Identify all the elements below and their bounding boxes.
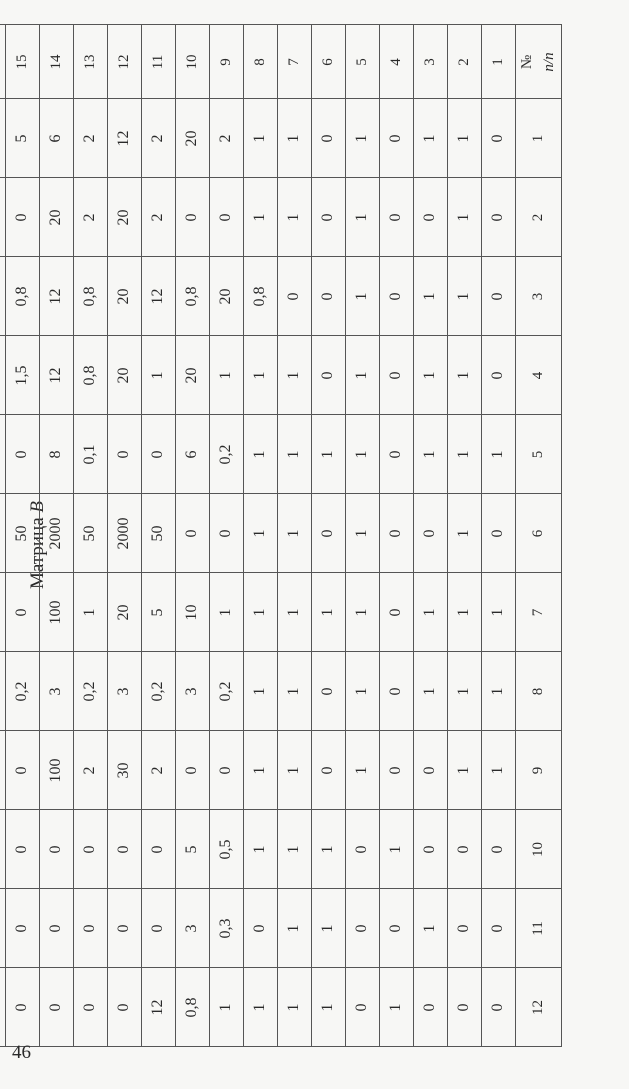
matrix-cell: 0 xyxy=(312,731,346,810)
matrix-cell: 1 xyxy=(414,889,448,968)
matrix-cell: 1 xyxy=(278,968,312,1047)
matrix-cell: 10 xyxy=(176,573,210,652)
matrix-cell: 0,2 xyxy=(6,652,40,731)
matrix-cell: 0 xyxy=(6,810,40,889)
column-header-cell: 15 xyxy=(6,25,40,99)
matrix-cell: 0 xyxy=(142,415,176,494)
matrix-cell: 2 xyxy=(210,99,244,178)
matrix-cell: 1 xyxy=(448,178,482,257)
matrix-cell: 1 xyxy=(414,99,448,178)
matrix-cell: 1 xyxy=(312,810,346,889)
column-header-cell: 11 xyxy=(142,25,176,99)
matrix-cell: 3 xyxy=(40,652,74,731)
matrix-cell: 0 xyxy=(448,889,482,968)
number-header-subtitle: п/п xyxy=(541,51,558,72)
matrix-cell: 12 xyxy=(142,257,176,336)
matrix-cell xyxy=(0,573,6,652)
row-number-cell: 5 xyxy=(516,415,562,494)
matrix-cell: 0 xyxy=(40,968,74,1047)
matrix-cell: 2 xyxy=(74,731,108,810)
column-header-cell: 6 xyxy=(312,25,346,99)
matrix-cell: 0 xyxy=(210,178,244,257)
matrix-cell: 0 xyxy=(108,415,142,494)
matrix-cell: 0 xyxy=(6,415,40,494)
matrix-cell: 1 xyxy=(278,415,312,494)
matrix-column-10 xyxy=(176,25,210,1047)
matrix-cell: 1 xyxy=(482,415,516,494)
matrix-cell: 0 xyxy=(6,731,40,810)
row-number-cell: 4 xyxy=(516,336,562,415)
column-header-cell: 1 xyxy=(482,25,516,99)
matrix-cell: 1 xyxy=(380,810,414,889)
matrix-cell xyxy=(0,494,6,573)
matrix-cell: 2 xyxy=(142,99,176,178)
matrix-cell xyxy=(0,810,6,889)
matrix-cell: 0 xyxy=(414,968,448,1047)
matrix-cell: 0 xyxy=(312,336,346,415)
matrix-cell: 0 xyxy=(482,178,516,257)
matrix-cell: 1 xyxy=(278,573,312,652)
matrix-column-13 xyxy=(74,25,108,1047)
matrix-cell: 0 xyxy=(380,415,414,494)
matrix-cell: 0 xyxy=(448,968,482,1047)
matrix-cell: 1 xyxy=(414,415,448,494)
matrix-cell: 1 xyxy=(312,889,346,968)
matrix-cell: 0 xyxy=(312,494,346,573)
row-number-cell: 6 xyxy=(516,494,562,573)
matrix-cell: 0 xyxy=(312,257,346,336)
caption-letter: B xyxy=(27,501,48,513)
matrix-cell xyxy=(0,99,6,178)
matrix-cell: 1 xyxy=(346,652,380,731)
matrix-column-1 xyxy=(482,25,516,1047)
matrix-cell: 1,5 xyxy=(6,336,40,415)
matrix-cell: 1 xyxy=(414,652,448,731)
matrix-cell: 0,2 xyxy=(74,652,108,731)
matrix-cell: 2000 xyxy=(108,494,142,573)
matrix-cell: 1 xyxy=(244,810,278,889)
matrix-cell: 1 xyxy=(244,415,278,494)
matrix-cell: 5 xyxy=(176,810,210,889)
matrix-cell: 20 xyxy=(108,336,142,415)
matrix-cell xyxy=(0,178,6,257)
matrix-cell: 1 xyxy=(414,257,448,336)
column-header-cell: 10 xyxy=(176,25,210,99)
matrix-cell: 0 xyxy=(176,731,210,810)
matrix-cell: 0,8 xyxy=(74,336,108,415)
matrix-cell: 2 xyxy=(142,178,176,257)
matrix-cell: 1 xyxy=(380,968,414,1047)
matrix-cell: 1 xyxy=(482,731,516,810)
matrix-cell: 1 xyxy=(448,652,482,731)
matrix-column-6 xyxy=(312,25,346,1047)
matrix-cell: 0 xyxy=(74,889,108,968)
matrix-cell: 1 xyxy=(312,415,346,494)
matrix-column-7 xyxy=(278,25,312,1047)
matrix-cell: 1 xyxy=(210,573,244,652)
matrix-cell: 1 xyxy=(346,178,380,257)
matrix-column-8 xyxy=(244,25,278,1047)
matrix-cell: 0,2 xyxy=(210,415,244,494)
row-number-cell: 11 xyxy=(516,889,562,968)
matrix-cell: 0 xyxy=(6,968,40,1047)
matrix-cell: 1 xyxy=(482,652,516,731)
matrix-cell: 30 xyxy=(108,731,142,810)
matrix-cell: 5 xyxy=(142,573,176,652)
matrix-cell: 1 xyxy=(278,99,312,178)
matrix-cell: 1 xyxy=(346,336,380,415)
matrix-cell: 8 xyxy=(40,415,74,494)
matrix-cell: 0 xyxy=(380,573,414,652)
matrix-cell: 1 xyxy=(244,731,278,810)
matrix-cell: 0 xyxy=(482,99,516,178)
matrix-cell: 0 xyxy=(244,889,278,968)
matrix-cell: 0 xyxy=(312,178,346,257)
matrix-cell: 0 xyxy=(482,336,516,415)
matrix-cell: 0,2 xyxy=(210,652,244,731)
matrix-cell: 3 xyxy=(176,889,210,968)
row-number-cell: 2 xyxy=(516,178,562,257)
matrix-cell: 0 xyxy=(380,652,414,731)
matrix-column-11 xyxy=(142,25,176,1047)
matrix-cell: 20 xyxy=(176,336,210,415)
matrix-cell: 20 xyxy=(176,99,210,178)
matrix-cell: 0 xyxy=(414,178,448,257)
matrix-cell: 0 xyxy=(380,99,414,178)
column-header-cell xyxy=(0,25,6,99)
matrix-cell: 1 xyxy=(142,336,176,415)
matrix-cell: 0 xyxy=(176,494,210,573)
matrix-cell: 20 xyxy=(108,178,142,257)
matrix-cell: 12 xyxy=(142,968,176,1047)
column-header-cell: 4 xyxy=(380,25,414,99)
row-number-cell: 3 xyxy=(516,257,562,336)
matrix-cell: 1 xyxy=(244,494,278,573)
matrix-cell: 0 xyxy=(74,968,108,1047)
matrix-cell xyxy=(0,652,6,731)
column-header-cell: 14 xyxy=(40,25,74,99)
row-number-header-row xyxy=(516,25,562,1047)
matrix-cell: 1 xyxy=(448,257,482,336)
matrix-cell: 0 xyxy=(346,889,380,968)
column-header-cell: 9 xyxy=(210,25,244,99)
matrix-cell: 1 xyxy=(244,652,278,731)
matrix-cell: 0 xyxy=(414,494,448,573)
matrix-cell: 0,8 xyxy=(176,968,210,1047)
column-header-cell: 2 xyxy=(448,25,482,99)
matrix-cell: 0 xyxy=(482,257,516,336)
matrix-cell: 12 xyxy=(40,257,74,336)
matrix-cell: 1 xyxy=(346,415,380,494)
matrix-cell: 20 xyxy=(108,573,142,652)
matrix-b-table xyxy=(0,24,562,1047)
matrix-cell: 50 xyxy=(74,494,108,573)
matrix-cell: 0 xyxy=(74,810,108,889)
matrix-cell: 0,8 xyxy=(6,257,40,336)
column-header-cell: 5 xyxy=(346,25,380,99)
matrix-column-16 xyxy=(0,25,6,1047)
row-number-cell: 9 xyxy=(516,731,562,810)
matrix-cell: 1 xyxy=(346,99,380,178)
matrix-cell xyxy=(0,968,6,1047)
matrix-cell: 1 xyxy=(244,968,278,1047)
matrix-cell: 0 xyxy=(448,810,482,889)
matrix-cell: 1 xyxy=(278,889,312,968)
matrix-cell: 0 xyxy=(210,494,244,573)
matrix-cell: 50 xyxy=(142,494,176,573)
matrix-cell: 1 xyxy=(346,257,380,336)
matrix-cell: 0,5 xyxy=(210,810,244,889)
matrix-column-3 xyxy=(414,25,448,1047)
row-number-cell: 7 xyxy=(516,573,562,652)
matrix-cell: 0 xyxy=(142,810,176,889)
column-header-cell: 8 xyxy=(244,25,278,99)
matrix-cell: 0 xyxy=(6,573,40,652)
column-header-cell: 7 xyxy=(278,25,312,99)
matrix-cell: 1 xyxy=(346,573,380,652)
row-number-cell: 8 xyxy=(516,652,562,731)
matrix-cell xyxy=(0,415,6,494)
matrix-column-15 xyxy=(6,25,40,1047)
matrix-cell: 0 xyxy=(380,731,414,810)
matrix-cell: 0 xyxy=(108,889,142,968)
matrix-cell: 1 xyxy=(278,494,312,573)
matrix-cell: 0 xyxy=(40,889,74,968)
column-header-cell: 13 xyxy=(74,25,108,99)
matrix-cell: 0 xyxy=(142,889,176,968)
matrix-cell: 1 xyxy=(448,573,482,652)
matrix-cell xyxy=(0,731,6,810)
number-header-sign: № xyxy=(519,54,535,69)
matrix-cell: 1 xyxy=(244,99,278,178)
matrix-cell: 3 xyxy=(108,652,142,731)
matrix-cell: 1 xyxy=(448,99,482,178)
matrix-column-12 xyxy=(108,25,142,1047)
matrix-cell: 0 xyxy=(482,889,516,968)
matrix-cell: 12 xyxy=(40,336,74,415)
matrix-cell: 2 xyxy=(142,731,176,810)
matrix-cell: 0 xyxy=(312,652,346,731)
matrix-cell: 0,8 xyxy=(74,257,108,336)
matrix-cell: 1 xyxy=(278,336,312,415)
matrix-cell: 1 xyxy=(278,652,312,731)
matrix-cell: 1 xyxy=(210,968,244,1047)
matrix-cell: 0 xyxy=(380,336,414,415)
matrix-cell: 1 xyxy=(278,810,312,889)
page-number: 46 xyxy=(12,1042,31,1063)
matrix-cell: 0 xyxy=(380,889,414,968)
matrix-cell: 1 xyxy=(244,178,278,257)
matrix-cell: 6 xyxy=(40,99,74,178)
matrix-cell: 0 xyxy=(380,257,414,336)
matrix-cell: 0,2 xyxy=(142,652,176,731)
matrix-cell: 0 xyxy=(176,178,210,257)
matrix-cell: 0 xyxy=(482,968,516,1047)
matrix-cell: 1 xyxy=(448,336,482,415)
matrix-cell: 0 xyxy=(40,810,74,889)
matrix-cell: 1 xyxy=(448,415,482,494)
matrix-cell: 1 xyxy=(278,731,312,810)
matrix-cell: 1 xyxy=(448,494,482,573)
matrix-column-5 xyxy=(346,25,380,1047)
matrix-cell: 0,3 xyxy=(210,889,244,968)
matrix-cell: 0 xyxy=(414,810,448,889)
matrix-cell: 0 xyxy=(210,731,244,810)
matrix-cell: 50 xyxy=(6,494,40,573)
matrix-cell: 20 xyxy=(108,257,142,336)
number-header-cell xyxy=(516,25,562,99)
matrix-cell: 1 xyxy=(346,731,380,810)
column-header-cell: 3 xyxy=(414,25,448,99)
matrix-column-4 xyxy=(380,25,414,1047)
matrix-cell: 1 xyxy=(448,731,482,810)
matrix-cell xyxy=(0,889,6,968)
matrix-cell: 0 xyxy=(108,810,142,889)
row-number-cell: 10 xyxy=(516,810,562,889)
matrix-cell: 0,1 xyxy=(74,415,108,494)
column-header-cell: 12 xyxy=(108,25,142,99)
matrix-cell: 20 xyxy=(210,257,244,336)
matrix-cell xyxy=(0,257,6,336)
row-number-cell: 1 xyxy=(516,99,562,178)
matrix-cell: 1 xyxy=(312,968,346,1047)
matrix-cell: 0 xyxy=(482,810,516,889)
matrix-cell: 20 xyxy=(40,178,74,257)
matrix-cell: 0 xyxy=(108,968,142,1047)
matrix-cell: 12 xyxy=(108,99,142,178)
matrix-cell: 0 xyxy=(312,99,346,178)
matrix-cell: 1 xyxy=(414,573,448,652)
matrix-cell: 1 xyxy=(346,494,380,573)
matrix-cell: 0,8 xyxy=(244,257,278,336)
matrix-cell: 1 xyxy=(244,336,278,415)
matrix-cell: 100 xyxy=(40,731,74,810)
matrix-cell: 1 xyxy=(312,573,346,652)
matrix-cell: 1 xyxy=(414,336,448,415)
matrix-cell: 6 xyxy=(176,415,210,494)
matrix-cell: 0 xyxy=(6,889,40,968)
matrix-cell: 100 xyxy=(40,573,74,652)
matrix-cell: 1 xyxy=(244,573,278,652)
matrix-cell: 2 xyxy=(74,99,108,178)
matrix-cell: 1 xyxy=(278,178,312,257)
matrix-cell: 2 xyxy=(74,178,108,257)
caption-prefix: Матрица xyxy=(27,512,48,589)
matrix-cell: 0 xyxy=(380,178,414,257)
matrix-cell: 0,8 xyxy=(176,257,210,336)
matrix-cell: 3 xyxy=(176,652,210,731)
row-number-cell: 12 xyxy=(516,968,562,1047)
matrix-cell: 0 xyxy=(482,494,516,573)
matrix-cell: 0 xyxy=(346,810,380,889)
matrix-cell: 0 xyxy=(346,968,380,1047)
matrix-cell: 1 xyxy=(482,573,516,652)
matrix-cell: 0 xyxy=(380,494,414,573)
matrix-cell: 0 xyxy=(414,731,448,810)
matrix-cell xyxy=(0,336,6,415)
matrix-cell: 0 xyxy=(6,178,40,257)
matrix-cell: 5 xyxy=(6,99,40,178)
matrix-cell: 2000 xyxy=(40,494,74,573)
matrix-column-2 xyxy=(448,25,482,1047)
matrix-column-14 xyxy=(40,25,74,1047)
matrix-column-9 xyxy=(210,25,244,1047)
matrix-cell: 1 xyxy=(210,336,244,415)
matrix-cell: 0 xyxy=(278,257,312,336)
matrix-cell: 1 xyxy=(74,573,108,652)
